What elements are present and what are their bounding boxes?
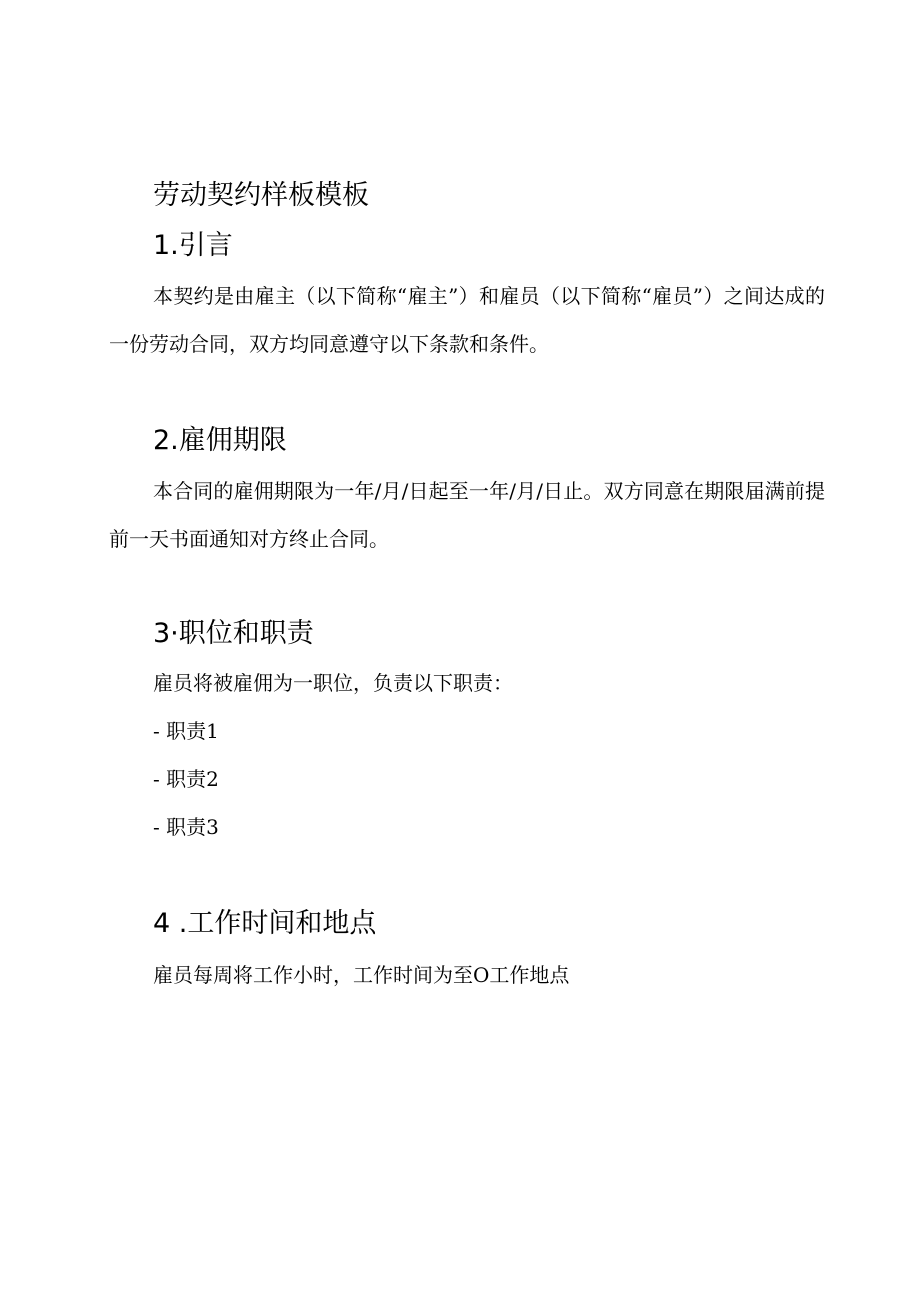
list-item: - 职责3 [153,815,219,839]
section-2-heading: 2.雇佣期限 [153,425,287,456]
section-1-body: 本契约是由雇主（以下简称“雇主”）和雇员（以下简称“雇员”）之间达成的一份劳动合同，双方均同意遵守以下条款和条件。 [109,284,825,356]
list-item: - 职责2 [153,767,219,791]
section-1-heading: 1.引言 [153,230,233,261]
section-2-body: 本合同的雇佣期限为一年/月/日起至一年/月/日止。双方同意在期限届满前提前一天书面通知对方终止合同。 [109,479,825,551]
list-item: - 职责1 [153,719,219,743]
section-3-heading: 3·职位和职责 [153,618,314,649]
section-4-body: 雇员每周将工作小时，工作时间为至O工作地点 [153,963,570,987]
document-title: 劳动契约样板模板 [153,180,369,211]
section-3-body: 雇员将被雇佣为一职位，负责以下职责： [153,671,513,695]
section-4-heading: 4 .工作时间和地点 [153,908,377,939]
